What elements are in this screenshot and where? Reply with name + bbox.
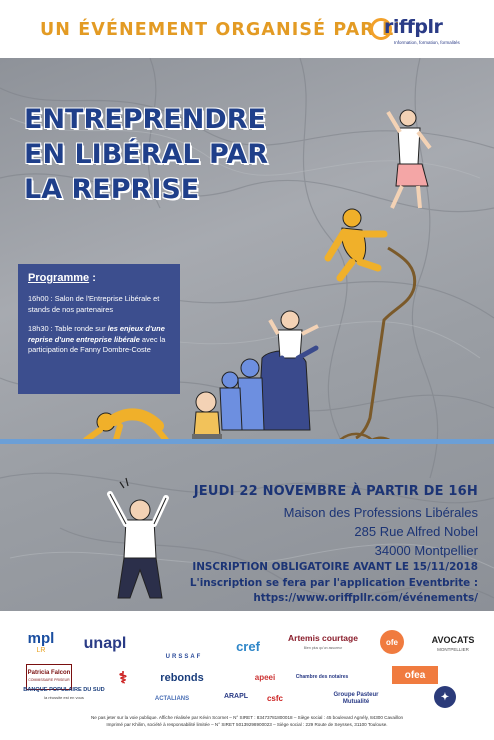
- registration: [160, 560, 478, 607]
- logo-mpl: mpl LR: [27, 632, 55, 654]
- logo-csfc: csfc: [266, 693, 283, 703]
- logo-groupe-pasteur-mutualite: Groupe Pasteur Mutualité: [333, 692, 379, 705]
- logo-ofea: ofea: [392, 666, 438, 684]
- logo-rebonds: rebonds: [160, 672, 204, 684]
- logo-caduceus: ⚕: [118, 670, 128, 687]
- programme-title: Programme :: [28, 272, 96, 284]
- programme-item-1: 16h00 : Salon de l'Entreprise Libérale et stands de nos partenaires: [28, 294, 160, 314]
- logo-banque-populaire: BANQUE POPULAIRE DU SUD la réussite est en vous: [23, 687, 105, 700]
- logo-artemis: Artemis courtage Bien plus qu'un assureur: [288, 633, 358, 650]
- logo-urssaf: URSSAF: [165, 654, 203, 660]
- headline-line2: EN LIBÉRAL PAR: [24, 139, 269, 170]
- footer-line-2: Imprimé par Khilim, société à responsabilité limitée – N° SIRET 50139298900023 – Siège social : 229 Route de Seysses, 31100 Toulouse.: [106, 722, 388, 727]
- oriffplr-logo: [364, 16, 460, 50]
- logo-avocats: AVOCATS MONTPELLIER: [431, 635, 475, 652]
- ground-line: [0, 439, 494, 444]
- programme-box: [18, 264, 180, 394]
- logo-tagline: Information, formation, formalités: [394, 40, 460, 45]
- organiser-text: UN ÉVÉNEMENT ORGANISÉ PAR L': [40, 20, 401, 40]
- programme-item-2: 18h30 : Table ronde sur les enjeux d'une reprise d'une entreprise libérale avec la participation de Fanny Dombre-Coste: [28, 324, 166, 354]
- event-street: 285 Rue Alfred Nobel: [354, 524, 478, 539]
- headline-line3: LA REPRISE: [24, 174, 200, 205]
- logo-actalians: ACTALIANS: [154, 696, 190, 702]
- figure-pyramid: [220, 311, 318, 430]
- logo-unapl: unapl: [83, 635, 127, 652]
- event-venue: Maison des Professions Libérales: [283, 505, 478, 520]
- logo-patricia-falcon: Patricia Falcon COMMISSAIRE PRISEUR: [26, 664, 72, 690]
- figure-angry-man: [110, 478, 166, 598]
- registration-url[interactable]: https://www.oriffpllr.com/événements/: [253, 592, 478, 604]
- header: [0, 0, 494, 58]
- registration-via: L'inscription se fera par l'application Eventbrite :: [189, 576, 478, 589]
- registration-deadline: INSCRIPTION OBLIGATOIRE AVANT LE 15/11/2018: [192, 561, 478, 573]
- logo-arapl: ARAPL: [223, 692, 249, 700]
- poster-illustration: [0, 58, 494, 611]
- climbing-rope: [356, 248, 415, 438]
- figure-woman-top: [388, 110, 430, 208]
- headline: [24, 102, 284, 207]
- logo-cref: cref: [236, 638, 260, 654]
- event-city: 34000 Montpellier: [374, 543, 478, 558]
- logo-ofe: ofe: [380, 630, 404, 654]
- sponsor-logos: [0, 612, 494, 714]
- event-details: [160, 482, 478, 560]
- figure-yellow-crawling: [86, 413, 166, 440]
- event-date: JEUDI 22 NOVEMBRE À PARTIR DE 16H: [193, 484, 478, 499]
- headline-line1: ENTREPRENDRE: [24, 104, 266, 135]
- logo-notaires: Chambre des notaires: [295, 674, 349, 680]
- logo-emblem: ✦: [434, 686, 456, 708]
- footer-line-1: Ne pas jeter sur la voie publique. Affiche réalisée par Kévin Scornet – N° SIRET : 83473781800018 – Siège social : 45 boulevard Agnély, 84300 Cavaillon: [90, 715, 404, 720]
- logo-wordmark: riffplr: [384, 16, 443, 38]
- figure-yellow-climber: [328, 209, 384, 278]
- footer-legal: [0, 714, 494, 728]
- figure-seated: [192, 392, 222, 440]
- logo-apeei: apeei: [254, 672, 276, 682]
